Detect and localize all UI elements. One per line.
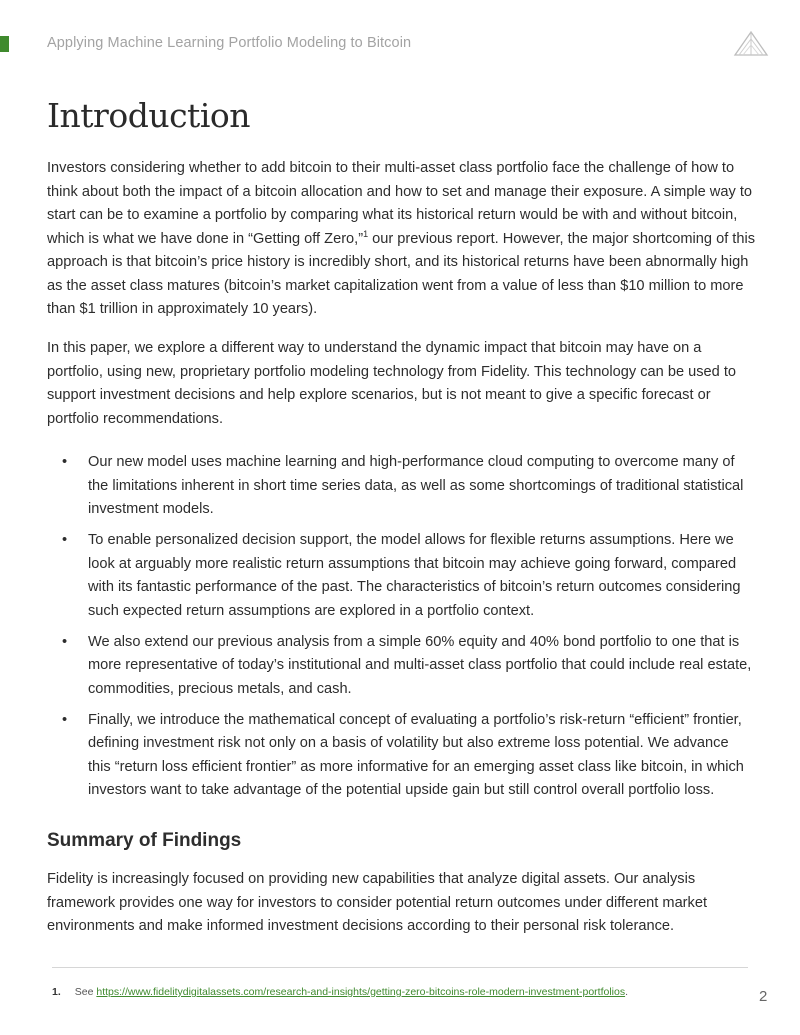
bullet-icon: • [62,532,68,548]
summary-p1-text: Fidelity is increasingly focused on providing new capabilities that analyze digital assets. Our analysis framework provides one way for investors to consider potential return outcomes under different market environments and make informed investment decisions according to their personal risk tolerance. [47,871,708,934]
accent-bar [0,36,9,52]
footnote-prefix: See [74,986,97,998]
section-heading-summary: Summary of Findings [47,830,242,851]
intro-p1-text: Investors considering whether to add bitcoin to their multi-asset class portfolio face the challenge of how to think about both the impact of a bitcoin allocation and how to set and manage their exposure. A simple way to start can be to examine a portfolio by comparing what its historical return would be with and without bitcoin, which is what we have done in “Getting off Zero,” [47,160,752,247]
summary-paragraph [47,868,755,939]
bullet-icon: • [62,711,68,728]
bullet-text: Our new model uses machine learning and high-performance cloud computing to overcome many of the limitations inherent in short time series data, as well as some shortcomings of traditional statistical investment models. [88,454,744,517]
bullet-icon: • [62,633,68,650]
bullet-icon: • [62,454,68,470]
running-header-title: Applying Machine Learning Portfolio Modeling to Bitcoin [47,35,412,51]
bullet-item [47,451,755,522]
intro-p1-text-cont: our previous report. However, the major shortcoming of this approach is that bitcoin’s price history is incredibly short, and its historical returns have been abnormally high as the asset class matures (bitcoin’s market capitalization went from a value of less than $10 million to more than $1 trillion in approximately 10 years). [47,230,756,317]
footnote-suffix: . [625,986,629,998]
intro-paragraph-1 [47,157,755,322]
bullet-text: To enable personalized decision support, the model allows for flexible returns assumptions. Here we look at arguably more realistic return assumptions that bitcoin may achieve going forward, compared with its fantastic performance of the past. The characteristics of bitcoin’s return outcomes considering such expected return assumptions are explored in a portfolio context. [88,532,741,619]
bullet-item [47,529,755,623]
footnote-number: 1. [52,986,61,998]
footnote [52,986,628,998]
bullet-item [47,709,755,803]
intro-paragraph-2 [47,337,755,431]
footnote-divider [52,967,748,968]
triangle-logo-icon [733,30,769,58]
footnote-link[interactable]: https://www.fidelitydigitalassets.com/research-and-insights/getting-zero-bitcoins-role-modern-investment-portfolios [96,986,626,998]
page-title: Introduction [47,96,250,135]
page-number: 2 [759,988,768,1005]
bullet-item [47,631,755,702]
bullet-list [47,451,755,810]
bullet-text: Finally, we introduce the mathematical concept of evaluating a portfolio’s risk-return “efficient” frontier, defining investment risk not only on a basis of volatility but also extreme loss potential. We advance this “return loss efficient frontier” as more informative for an emerging asset class like bitcoin, in which investors want to take advantage of the potential upside gain but still control overall portfolio loss. [88,711,744,798]
intro-p2-text: In this paper, we explore a different way to understand the dynamic impact that bitcoin may have on a portfolio, using new, proprietary portfolio modeling technology from Fidelity. This technology can be used to support investment decisions and help explore scenarios, but is not meant to give a specific forecast or portfolio recommendations. [47,340,736,427]
bullet-text: We also extend our previous analysis from a simple 60% equity and 40% bond portfolio to one that is more representative of today’s institutional and multi-asset class portfolio that could include real estate, commodities, precious metals, and cash. [88,633,752,697]
footnote-ref: 1 [363,228,369,239]
